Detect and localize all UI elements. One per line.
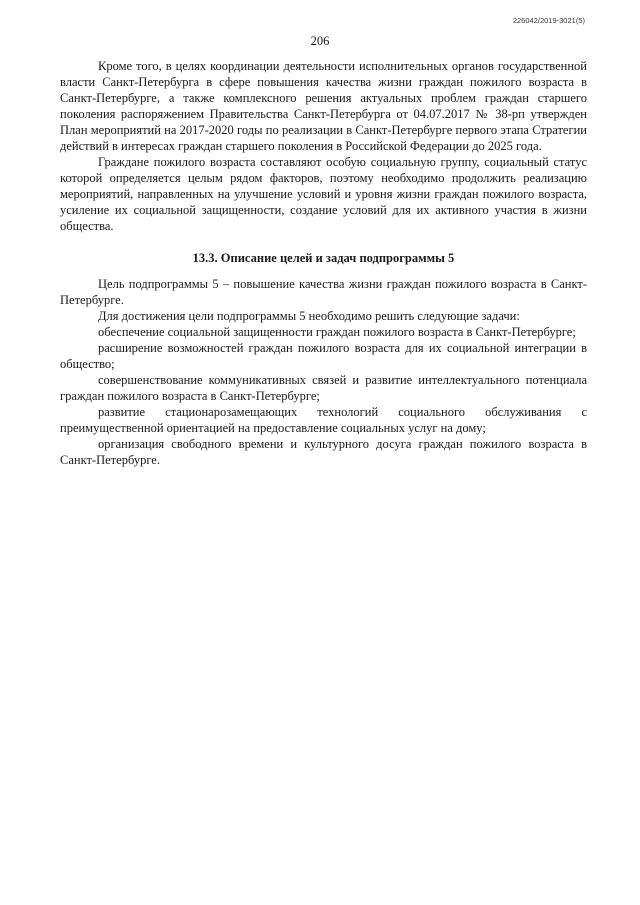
task-item: организация свободного времени и культурного досуга граждан пожилого возраста в Санкт-Петербурге. [60,437,587,467]
section-heading: 13.3. Описание целей и задач подпрограммы 5 [192,251,455,265]
task-item: обеспечение социальной защищенности граждан пожилого возраста в Санкт-Петербурге; [98,325,576,339]
document-body [60,58,587,468]
paragraph-tasks-intro: Для достижения цели подпрограммы 5 необходимо решить следующие задачи: [98,309,520,323]
paragraph-goal: Цель подпрограммы 5 – повышение качества жизни граждан пожилого возраста в Санкт-Петербурге. [60,277,587,307]
task-item: совершенствование коммуникативных связей и развитие интеллектуального потенциала граждан пожилого возраста в Санкт-Петербурге; [60,373,587,403]
task-item: расширение возможностей граждан пожилого возраста для их социальной интеграции в общество; [60,341,587,371]
paragraph-coordination: Кроме того, в целях координации деятельности исполнительных органов государственной власти Санкт-Петербурга в сфере повышения качества жизни граждан пожилого возраста в Санкт-Петербурге, а также комплексного решения актуальных проблем граждан старшего поколения распоряжением Правительства Санкт-Петербурга от 04.07.2017 № 38-рп утвержден План мероприятий на 2017-2020 годы по реализации в Санкт-Петербурге первого этапа Стратегии действий в интересах граждан старшего поколения в Российской Федерации до 2025 года. [60,59,587,153]
page-number: 206 [310,34,330,48]
paragraph-social-group: Граждане пожилого возраста составляют особую социальную группу, социальный статус которой определяется целым рядом факторов, поэтому необходимо продолжить реализацию мероприятий, направленных на улучшение условий и уровня жизни граждан пожилого возраста, усиление их социальной защищенности, создание условий для их активного участия в жизни общества. [60,155,587,233]
document-number: 226042/2019-3021(5) [512,16,585,25]
task-item: развитие стационарозамещающих технологий социального обслуживания с преимущественной ориентацией на предоставление социальных услуг на дому; [60,405,587,435]
